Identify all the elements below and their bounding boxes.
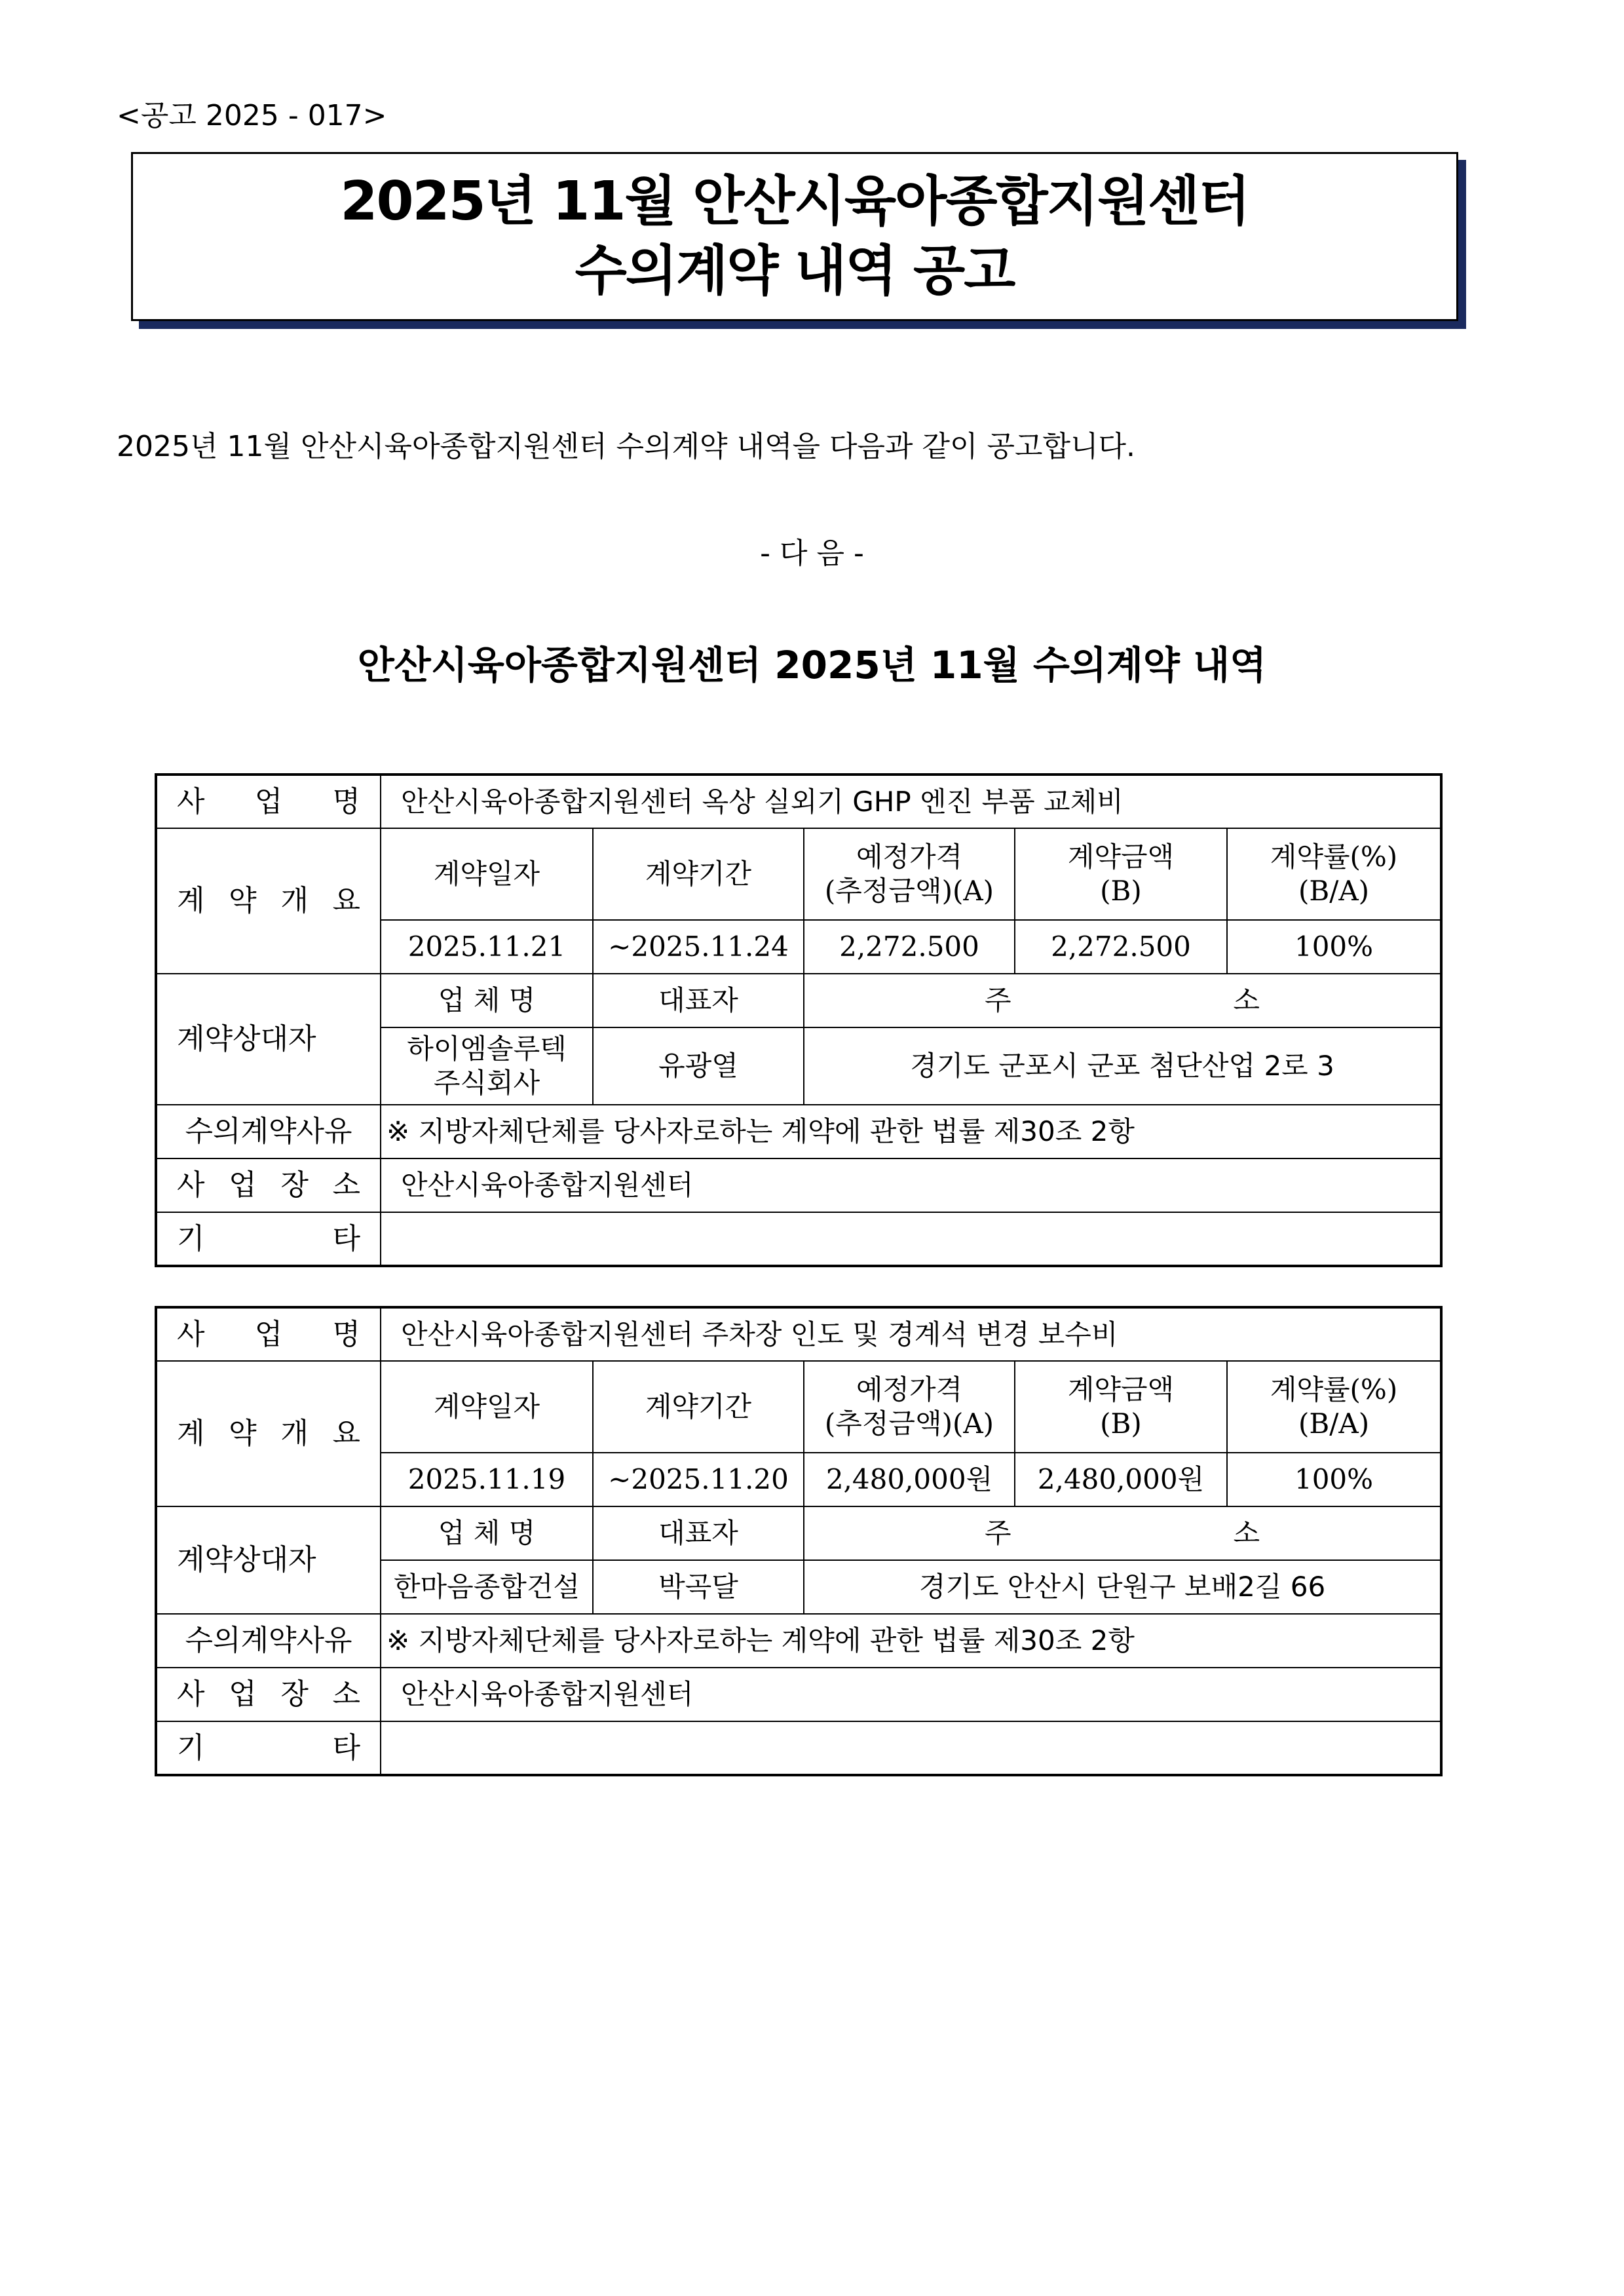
header-estimated-price: 예정가격 (추정금액)(A) <box>804 828 1015 920</box>
row-overview-header <box>156 1361 1441 1453</box>
row-location <box>156 1158 1441 1212</box>
company-name-value: 한마음종합건설 <box>381 1560 593 1614</box>
contract-date-value: 2025.11.21 <box>381 920 593 974</box>
row-reason <box>156 1105 1441 1158</box>
label-counterparty: 계약상대자 <box>156 974 381 1105</box>
intro-text: 2025년 11월 안산시육아종합지원센터 수의계약 내역을 다음과 같이 공고합니다. <box>117 430 1135 463</box>
header-company-name: 업 체 명 <box>381 1506 593 1560</box>
contract-table-1 <box>155 773 1443 1267</box>
header-representative: 대표자 <box>593 1506 804 1560</box>
contract-date-value: 2025.11.19 <box>381 1453 593 1506</box>
contract-amount-value: 2,272.500 <box>1015 920 1227 974</box>
header-representative: 대표자 <box>593 974 804 1027</box>
estimated-price-value: 2,480,000원 <box>804 1453 1015 1506</box>
contract-period-value: ~2025.11.20 <box>593 1453 804 1506</box>
location-value: 안산시육아종합지원센터 <box>381 1158 1441 1212</box>
row-overview-header <box>156 828 1441 920</box>
row-reason <box>156 1614 1441 1668</box>
row-counterparty-header <box>156 1506 1441 1560</box>
location-value: 안산시육아종합지원센터 <box>381 1668 1441 1721</box>
label-project-name: 사 업 명 <box>156 1307 381 1361</box>
title-line-2: 수의계약 내역 공고 <box>575 240 1015 302</box>
header-address: 주 소 <box>804 974 1441 1027</box>
address-value: 경기도 군포시 군포 첨단산업 2로 3 <box>804 1027 1441 1105</box>
header-contract-amount: 계약금액 (B) <box>1015 1361 1227 1453</box>
label-location: 사 업 장 소 <box>156 1668 381 1721</box>
estimated-price-value: 2,272.500 <box>804 920 1015 974</box>
daeum-heading: - 다 음 - <box>760 537 864 570</box>
header-address: 주 소 <box>804 1506 1441 1560</box>
header-contract-rate: 계약률(%) (B/A) <box>1227 1361 1441 1453</box>
title-line-1: 2025년 11월 안산시육아종합지원센터 <box>340 170 1249 233</box>
label-location: 사 업 장 소 <box>156 1158 381 1212</box>
header-contract-period: 계약기간 <box>593 1361 804 1453</box>
label-reason: 수의계약사유 <box>156 1614 381 1668</box>
other-value <box>381 1212 1441 1266</box>
header-contract-date: 계약일자 <box>381 828 593 920</box>
header-estimated-price: 예정가격 (추정금액)(A) <box>804 1361 1015 1453</box>
title-box <box>131 152 1458 321</box>
other-value <box>381 1721 1441 1775</box>
label-reason: 수의계약사유 <box>156 1105 381 1158</box>
header-contract-period: 계약기간 <box>593 828 804 920</box>
contract-table-2 <box>155 1306 1443 1776</box>
reason-value: ※ 지방자체단체를 당사자로하는 계약에 관한 법률 제30조 2항 <box>381 1614 1441 1668</box>
row-other <box>156 1721 1441 1775</box>
header-contract-date: 계약일자 <box>381 1361 593 1453</box>
row-project-name <box>156 775 1441 828</box>
row-project-name <box>156 1307 1441 1361</box>
row-counterparty-header <box>156 974 1441 1027</box>
project-name-value: 안산시육아종합지원센터 옥상 실외기 GHP 엔진 부품 교체비 <box>381 775 1441 828</box>
header-company-name: 업 체 명 <box>381 974 593 1027</box>
reason-value: ※ 지방자체단체를 당사자로하는 계약에 관한 법률 제30조 2항 <box>381 1105 1441 1158</box>
row-other <box>156 1212 1441 1266</box>
project-name-value: 안산시육아종합지원센터 주차장 인도 및 경계석 변경 보수비 <box>381 1307 1441 1361</box>
label-overview: 계 약 개 요 <box>156 828 381 974</box>
address-value: 경기도 안산시 단원구 보배2길 66 <box>804 1560 1441 1614</box>
contract-period-value: ~2025.11.24 <box>593 920 804 974</box>
contract-rate-value: 100% <box>1227 920 1441 974</box>
label-project-name: 사 업 명 <box>156 775 381 828</box>
notice-number: <공고 2025 - 017> <box>117 99 387 132</box>
company-name-value: 하이엠솔루텍 주식회사 <box>381 1027 593 1105</box>
contract-amount-value: 2,480,000원 <box>1015 1453 1227 1506</box>
label-other: 기 타 <box>156 1721 381 1775</box>
representative-value: 박곡달 <box>593 1560 804 1614</box>
header-contract-rate: 계약률(%) (B/A) <box>1227 828 1441 920</box>
representative-value: 유광열 <box>593 1027 804 1105</box>
label-counterparty: 계약상대자 <box>156 1506 381 1614</box>
label-other: 기 타 <box>156 1212 381 1266</box>
label-overview: 계 약 개 요 <box>156 1361 381 1506</box>
section-title: 안산시육아종합지원센터 2025년 11월 수의계약 내역 <box>357 643 1267 687</box>
row-location <box>156 1668 1441 1721</box>
header-contract-amount: 계약금액 (B) <box>1015 828 1227 920</box>
contract-rate-value: 100% <box>1227 1453 1441 1506</box>
